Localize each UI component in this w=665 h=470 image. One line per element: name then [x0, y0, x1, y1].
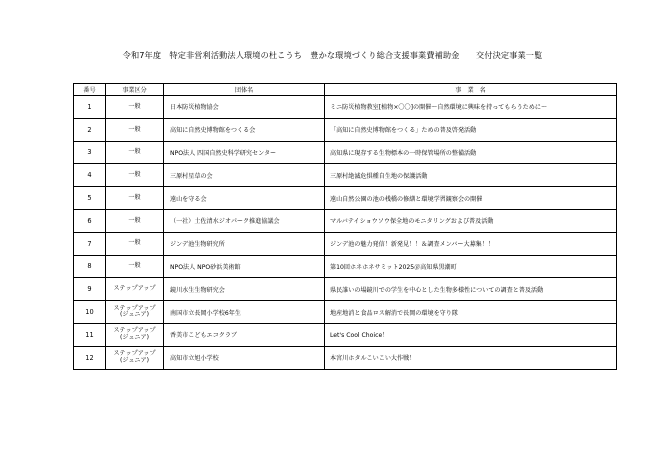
- table-row: [74, 164, 617, 187]
- table-row: [74, 323, 617, 346]
- table-row: [74, 96, 617, 119]
- row-organization: 鏡川水生生物研究会: [164, 278, 325, 301]
- row-project: 県民誰いの場鏡川での学生を中心とした生物多様性についての調査と普及活動: [325, 278, 617, 301]
- row-project: マルバテイショウソウ保全地のモニタリングおよび普及活動: [325, 209, 617, 232]
- row-number: 4: [74, 164, 106, 187]
- row-organization: 日本防災植物協会: [164, 96, 325, 119]
- row-organization: （一社）土佐清水ジオパーク推進協議会: [164, 209, 325, 232]
- table-body: [74, 96, 617, 370]
- table-row: [74, 209, 617, 232]
- category-line: 一般: [128, 193, 141, 201]
- row-category: [106, 187, 164, 210]
- row-number: 10: [74, 301, 106, 324]
- row-category: [106, 209, 164, 232]
- row-number: 8: [74, 255, 106, 278]
- row-organization: 高知市立旭小学校: [164, 346, 325, 369]
- row-category: [106, 232, 164, 255]
- row-number: 6: [74, 209, 106, 232]
- row-project: Let's Cool Choice！: [325, 323, 617, 346]
- category-line: ステップアップ: [113, 327, 156, 335]
- row-organization: 高知に自然史博物館をつくる会: [164, 118, 325, 141]
- row-project: 遠山自然公園の池の桟橋の修繕と環境学習観察会の開催: [325, 187, 617, 210]
- header-category: 事業区分: [106, 84, 164, 96]
- row-project: 高知県に現存する生物標本の一時保管場所の整備活動: [325, 141, 617, 164]
- row-category: [106, 96, 164, 119]
- row-number: 7: [74, 232, 106, 255]
- row-number: 5: [74, 187, 106, 210]
- row-project: 地産地消と食品ロス解消で長岡の環境を守り隊: [325, 301, 617, 324]
- row-organization: 南国市立長岡小学校6年生: [164, 301, 325, 324]
- row-project: 本宮川ホタルこいこい大作戦！: [325, 346, 617, 369]
- row-number: 11: [74, 323, 106, 346]
- table-row: [74, 301, 617, 324]
- category-line: 一般: [128, 125, 141, 133]
- category-line: 一般: [128, 239, 141, 247]
- row-number: 1: [74, 96, 106, 119]
- row-category: [106, 141, 164, 164]
- category-line: ステップアップ: [113, 304, 156, 312]
- category-line: 一般: [128, 262, 141, 270]
- document-title: 令和7年度 特定非営利活動法人環境の杜こうち 豊かな環境づくり総合支援事業費補助金 交付決定事業一覧: [122, 50, 543, 60]
- row-organization: 香美市こどもエコクラブ: [164, 323, 325, 346]
- category-line: (ジュニア): [119, 333, 149, 341]
- table-row: [74, 232, 617, 255]
- row-category: [106, 255, 164, 278]
- row-organization: 遠山を守る会: [164, 187, 325, 210]
- table-row: [74, 278, 617, 301]
- row-project: ジンデ池の魅力発信！新発見！！＆調査メンバー大募集！！: [325, 232, 617, 255]
- row-organization: NPO法人 NPO砂浜美術館: [164, 255, 325, 278]
- category-line: (ジュニア): [119, 356, 149, 364]
- row-project: 第10回ホネホネサミット2025＠高知県黒潮町: [325, 255, 617, 278]
- table-header-row: [74, 84, 617, 96]
- category-line: (ジュニア): [119, 311, 149, 319]
- header-project: 事 業 名: [325, 84, 617, 96]
- header-organization: 団体名: [164, 84, 325, 96]
- table-row: [74, 255, 617, 278]
- award-table: [73, 83, 617, 370]
- table-row: [74, 346, 617, 369]
- row-project: ミニ防災植物教室[植物×〇〇]の開催～自然環境に興味を持ってもらうために～: [325, 96, 617, 119]
- table-row: [74, 141, 617, 164]
- row-category: [106, 164, 164, 187]
- row-organization: NPO法人 四国自然史科学研究センター: [164, 141, 325, 164]
- row-organization: 三原村星草の会: [164, 164, 325, 187]
- category-line: ステップアップ: [113, 285, 156, 293]
- category-line: 一般: [128, 102, 141, 110]
- row-project: 「高知に自然史博物館をつくる」ための普及啓発活動: [325, 118, 617, 141]
- row-category: [106, 118, 164, 141]
- category-line: ステップアップ: [113, 350, 156, 358]
- row-number: 12: [74, 346, 106, 369]
- category-line: 一般: [128, 171, 141, 179]
- table-row: [74, 118, 617, 141]
- table-row: [74, 187, 617, 210]
- category-line: 一般: [128, 216, 141, 224]
- row-number: 2: [74, 118, 106, 141]
- row-category: [106, 346, 164, 369]
- row-organization: ジンデ池生物研究所: [164, 232, 325, 255]
- category-line: 一般: [128, 148, 141, 156]
- row-category: [106, 301, 164, 324]
- row-category: [106, 278, 164, 301]
- row-number: 9: [74, 278, 106, 301]
- header-number: 番号: [74, 84, 106, 96]
- row-number: 3: [74, 141, 106, 164]
- row-category: [106, 323, 164, 346]
- row-project: 三原村絶滅危惧種自生地の保護活動: [325, 164, 617, 187]
